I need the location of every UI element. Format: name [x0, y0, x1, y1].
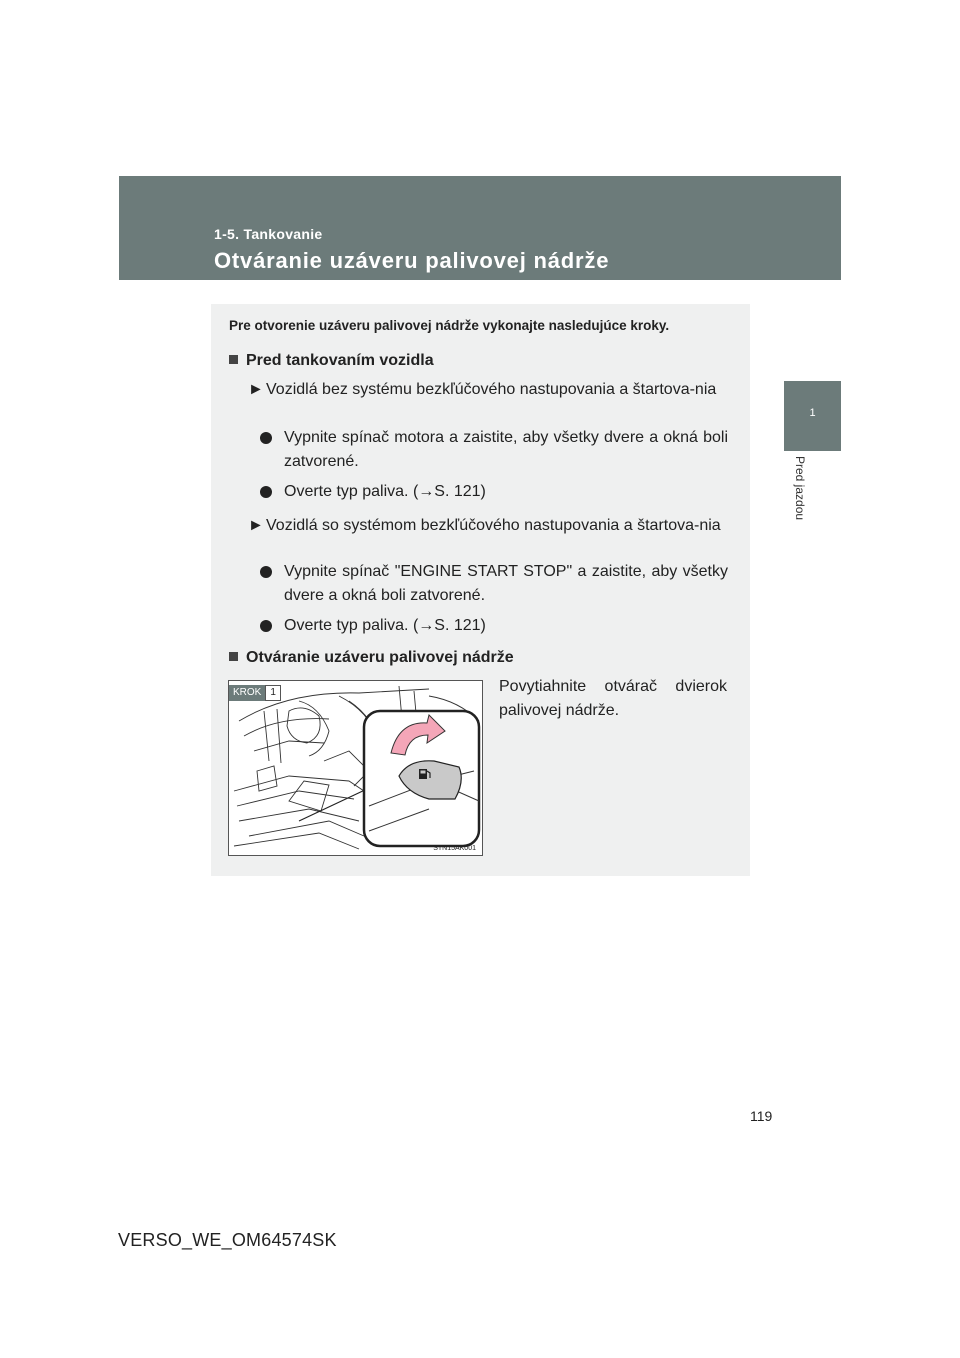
vehicle-type-text: Vozidlá so systémom bezkľúčového nastupovania a štartova-nia [266, 517, 721, 534]
car-interior-drawing [229, 681, 483, 856]
step-label: KROK [229, 685, 265, 701]
figure-code: STN15AK001 [433, 845, 476, 852]
vehicle-type-text: Vozidlá bez systému bezkľúčového nastupovania a štartova-nia [266, 381, 717, 398]
intro-text: Pre otvorenie uzáveru palivovej nádrže vykonajte nasledujúce kroky. [229, 318, 670, 333]
list-item-text: Vypnite spínač "ENGINE START STOP" a zaistite, aby všetky dvere a okná boli zatvorené. [284, 563, 728, 604]
list-item [260, 426, 728, 474]
list-item-text: Overte typ paliva. (→S. 121) [284, 617, 486, 634]
step-instruction: Povytiahnite otvárač dvierok palivovej nádrže. [499, 678, 727, 719]
chapter-label [786, 456, 814, 546]
document-code: VERSO_WE_OM64574SK [118, 1230, 337, 1250]
list-item-text: Vypnite spínač motora a zaistite, aby všetky dvere a okná boli zatvorené. [284, 429, 728, 470]
bullet-dot-icon [260, 432, 272, 444]
square-bullet-icon [229, 355, 238, 364]
step-number: 1 [265, 685, 281, 701]
list-item-text: Overte typ paliva. (→S. 121) [284, 483, 486, 500]
section-heading-open-fuel-cap [229, 649, 514, 667]
bullet-dot-icon [260, 486, 272, 498]
section-heading-text: Otváranie uzáveru palivovej nádrže [246, 649, 514, 666]
section-label: 1-5. Tankovanie [214, 226, 323, 242]
vehicle-type-item [248, 378, 728, 402]
header-band [119, 176, 841, 280]
vehicle-type-item [248, 514, 728, 538]
list-item [260, 480, 728, 504]
content-box [211, 304, 750, 876]
page-title: Otváranie uzáveru palivovej nádrže [214, 248, 610, 273]
list-item [260, 560, 728, 608]
section-heading-before-refuel [229, 352, 434, 370]
page-number: 119 [750, 1108, 773, 1124]
chapter-number: 1 [809, 407, 816, 419]
section-heading-text: Pred tankovaním vozidla [246, 352, 434, 369]
square-bullet-icon [229, 652, 238, 661]
chapter-tab[interactable] [784, 381, 841, 451]
list-item [260, 614, 728, 638]
bullet-dot-icon [260, 620, 272, 632]
bullet-dot-icon [260, 566, 272, 578]
fuel-door-opener-illustration [228, 680, 483, 856]
arrow-right-icon: ► [248, 517, 264, 534]
step-badge [229, 685, 281, 701]
arrow-right-icon: ► [248, 381, 264, 398]
chapter-label-text: Pred jazdou [793, 456, 807, 521]
